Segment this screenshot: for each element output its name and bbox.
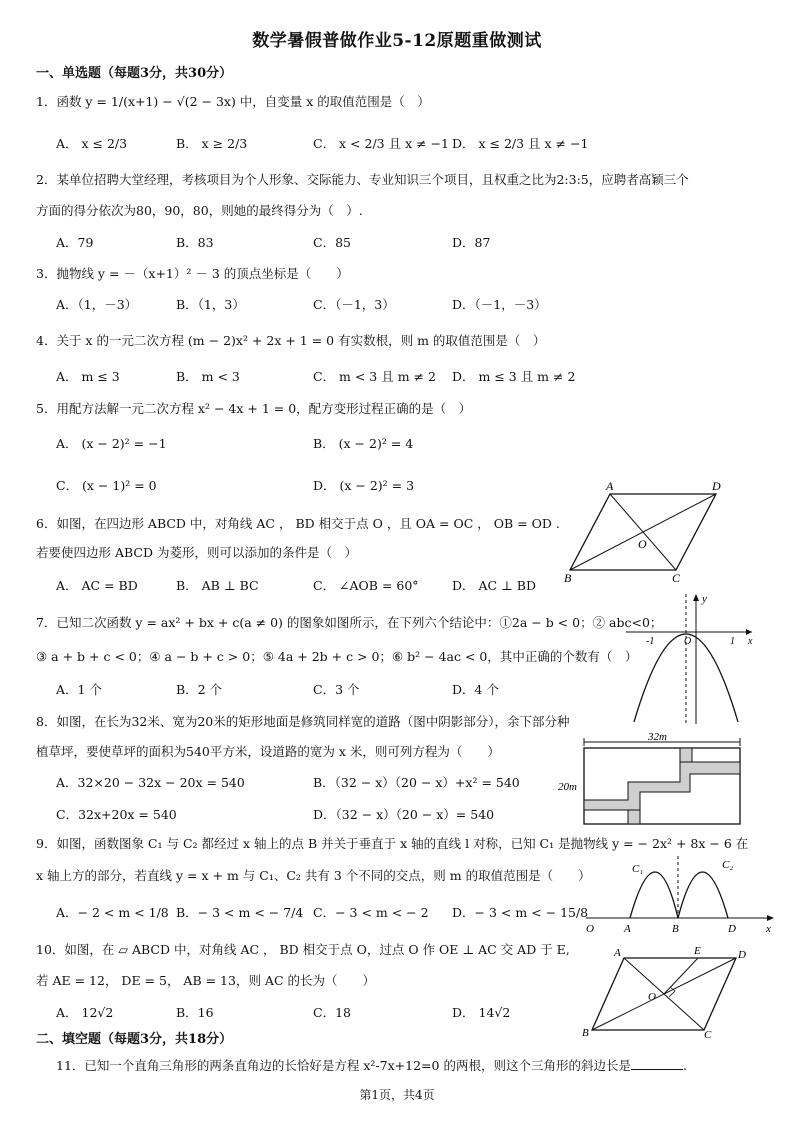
question-7-stem-line2: ③ a + b + c < 0；④ a − b + c > 0；⑤ 4a + 2b + c > 0；⑥ b² − 4ac < 0，其中正确的个数有（ ）: [36, 649, 638, 664]
label-x: x: [748, 636, 753, 647]
question-2-stem-line2: 方面的得分依次为80，90，80，则她的最终得分为（ ）.: [36, 203, 363, 218]
question-9-stem-line2: x 轴上方的部分，若直线 y = x + m 与 C₁、C₂ 共有 3 个不同的交点，则 m 的取值范围是（ ）: [36, 868, 591, 883]
question-1-option-c[interactable]: C． x < 2/3 且 x ≠ −1: [313, 136, 449, 151]
label-c: C: [704, 1029, 712, 1038]
label-b: B: [672, 923, 679, 935]
label-o: O: [648, 991, 656, 1003]
label-20m: 20m: [558, 781, 577, 793]
label-x: x: [766, 923, 771, 935]
question-2-option-b[interactable]: B．83: [176, 235, 214, 250]
question-3-option-a[interactable]: A．（1，－3）: [56, 297, 138, 312]
question-9-option-d[interactable]: D．− 3 < m < − 15/8: [452, 905, 589, 920]
question-4-stem: 4．关于 x 的一元二次方程 (m − 2)x² + 2x + 1 = 0 有实数根，则 m 的取值范围是（ ）: [36, 333, 546, 348]
curve-c1: [630, 872, 678, 918]
label-b: B: [564, 571, 572, 585]
question-10-option-b[interactable]: B．16: [176, 1005, 214, 1020]
question-9-option-b[interactable]: B．− 3 < m < − 7/4: [176, 905, 304, 920]
page-title: 数学暑假普做作业5-12原题重做测试: [252, 31, 542, 51]
label-e: E: [694, 945, 701, 957]
question-3-option-b[interactable]: B．（1，3）: [176, 297, 245, 312]
question-4-option-d[interactable]: D． m ≤ 3 且 m ≠ 2: [452, 369, 576, 384]
figure-q9-curves: [580, 852, 780, 936]
question-9-option-c[interactable]: C．− 3 < m < − 2: [313, 905, 429, 920]
question-8-stem-line1: 8．如图，在长为32米、宽为20米的矩形地面是修筑同样宽的道路（图中阴影部分），余下部分种: [36, 714, 570, 729]
question-1-option-d[interactable]: D． x ≤ 2/3 且 x ≠ −1: [452, 136, 589, 151]
label-o: O: [586, 923, 594, 935]
question-5-option-d[interactable]: D． (x − 2)² = 3: [313, 478, 415, 493]
question-11: [56, 1056, 687, 1074]
diagonal-bd: [570, 494, 716, 570]
label-a: A: [614, 947, 621, 959]
question-3-option-c[interactable]: C．（－1，3）: [313, 297, 395, 312]
label-y: y: [702, 593, 707, 605]
segment-oe: [664, 958, 698, 994]
label-d: D: [728, 923, 736, 935]
road-bottom-shaded: [628, 810, 640, 824]
question-8-option-a[interactable]: A．32×20 − 32x − 20x = 540: [56, 775, 245, 790]
question-8-option-d[interactable]: D．（32 − x）（20 − x）= 540: [313, 807, 495, 822]
question-2-option-c[interactable]: C．85: [313, 235, 351, 250]
question-5-option-c[interactable]: C． (x − 1)² = 0: [56, 478, 157, 493]
question-10-stem-line1: 10．如图，在 ▱ ABCD 中，对角线 AC ， BD 相交于点 O，过点 O 作 OE ⊥ AC 交 AD 于 E,: [36, 942, 570, 957]
question-4-option-b[interactable]: B． m < 3: [176, 369, 240, 384]
question-7-option-b[interactable]: B．2 个: [176, 682, 223, 697]
figure-q10-parallelogram: [580, 942, 760, 1038]
question-8-stem-line2: 植草坪，要使草坪的面积为540平方米，设道路的宽为 x 米，则可列方程为（ ）: [36, 744, 500, 759]
curve-c2: [678, 872, 728, 918]
question-11-period: .: [682, 1058, 687, 1073]
y-axis-arrow-icon: [693, 594, 699, 601]
question-6-option-a[interactable]: A． AC = BD: [56, 578, 138, 593]
question-5-option-b[interactable]: B． (x − 2)² = 4: [313, 436, 414, 451]
question-11-answer-blank[interactable]: [631, 1069, 683, 1070]
page-footer: 第1页，共4页: [359, 1088, 435, 1102]
question-9-stem-line1: 9．如图，函数图象 C₁ 与 C₂ 都经过 x 轴上的点 B 并关于垂直于 x 轴的直线 l 对称，已知 C₁ 是抛物线 y = − 2x² + 8x − 6 在: [36, 836, 749, 851]
figure-q7-parabola: [620, 590, 760, 730]
section-heading-single-choice: 一、单选题（每题3分，共30分）: [36, 66, 233, 81]
label-a: A: [606, 479, 614, 493]
question-8-option-c[interactable]: C．32x+20x = 540: [56, 807, 177, 822]
question-1-stem: 1．函数 y = 1/(x+1) − √(2 − 3x) 中，自变量 x 的取值范围是（ ）: [36, 94, 430, 109]
question-7-option-a[interactable]: A．1 个: [56, 682, 102, 697]
label-b: B: [582, 1027, 589, 1038]
road-top-shaded: [680, 748, 692, 762]
question-3-option-d[interactable]: D．（－1，－3）: [452, 297, 547, 312]
question-8-option-b[interactable]: B．（32 − x）（20 − x）+x² = 540: [313, 775, 520, 790]
question-7-option-c[interactable]: C．3 个: [313, 682, 360, 697]
question-10-option-d[interactable]: D． 14√2: [452, 1005, 511, 1020]
question-6-stem-line1: 6．如图，在四边形 ABCD 中，对角线 AC ， BD 相交于点 O ，且 OA = OC ， OB = OD .: [36, 516, 560, 531]
label-a: A: [624, 923, 631, 935]
label-d: D: [712, 479, 721, 493]
label-o: O: [638, 537, 647, 551]
x-axis-arrow-icon: [767, 915, 774, 921]
label-c2: C₂: [722, 859, 734, 871]
question-9-option-a[interactable]: A．− 2 < m < 1/8: [56, 905, 169, 920]
x-axis-arrow-icon: [746, 629, 752, 635]
label-one: 1: [730, 636, 735, 647]
question-6-option-c[interactable]: C． ∠AOB = 60°: [313, 578, 419, 593]
label-d: D: [738, 949, 746, 961]
label-minus-one: -1: [646, 636, 655, 647]
section-heading-fill-in: 二、填空题（每题3分，共18分）: [36, 1032, 233, 1047]
question-2-option-a[interactable]: A．79: [56, 235, 94, 250]
question-4-option-c[interactable]: C． m < 3 且 m ≠ 2: [313, 369, 436, 384]
question-2-option-d[interactable]: D．87: [452, 235, 491, 250]
label-origin: O: [684, 636, 692, 647]
question-3-stem: 3．抛物线 y = －（x+1）² － 3 的顶点坐标是（ ）: [36, 266, 349, 281]
question-10-option-c[interactable]: C．18: [313, 1005, 351, 1020]
question-2-stem-line1: 2．某单位招聘大堂经理，考核项目为个人形象、交际能力、专业知识三个项目，且权重之比为2:3:5，应聘者高颖三个: [36, 172, 689, 187]
question-10-option-a[interactable]: A． 12√2: [56, 1005, 114, 1020]
question-7-option-d[interactable]: D．4 个: [452, 682, 499, 697]
question-10-stem-line2: 若 AE = 12， DE = 5， AB = 13，则 AC 的长为（ ）: [36, 973, 375, 988]
question-4-option-a[interactable]: A． m ≤ 3: [56, 369, 120, 384]
label-32m: 32m: [648, 732, 667, 743]
label-c: C: [672, 571, 681, 585]
question-11-stem: 11．已知一个直角三角形的两条直角边的长恰好是方程 x²-7x+12=0 的两根，则这个三角形的斜边长是: [56, 1058, 631, 1073]
figure-q8-rectangle-road: [556, 732, 746, 828]
question-6-option-b[interactable]: B． AB ⊥ BC: [176, 578, 259, 593]
question-7-stem-line1: 7．已知二次函数 y = ax² + bx + c(a ≠ 0) 的图象如图所示，在下列六个结论中：①2a − b < 0；② abc<0；: [36, 615, 663, 630]
question-5-stem: 5．用配方法解一元二次方程 x² − 4x + 1 = 0，配方变形过程正确的是（ ）: [36, 401, 472, 416]
question-1-option-a[interactable]: A． x ≤ 2/3: [56, 136, 128, 151]
figure-q6-quadrilateral: [560, 478, 740, 588]
question-6-stem-line2: 若要使四边形 ABCD 为菱形，则可以添加的条件是（ ）: [36, 545, 357, 560]
question-5-option-a[interactable]: A． (x − 2)² = −1: [56, 436, 167, 451]
question-1-option-b[interactable]: B． x ≥ 2/3: [176, 136, 248, 151]
question-6-option-d[interactable]: D． AC ⊥ BD: [452, 578, 536, 593]
label-c1: C₁: [632, 863, 644, 875]
